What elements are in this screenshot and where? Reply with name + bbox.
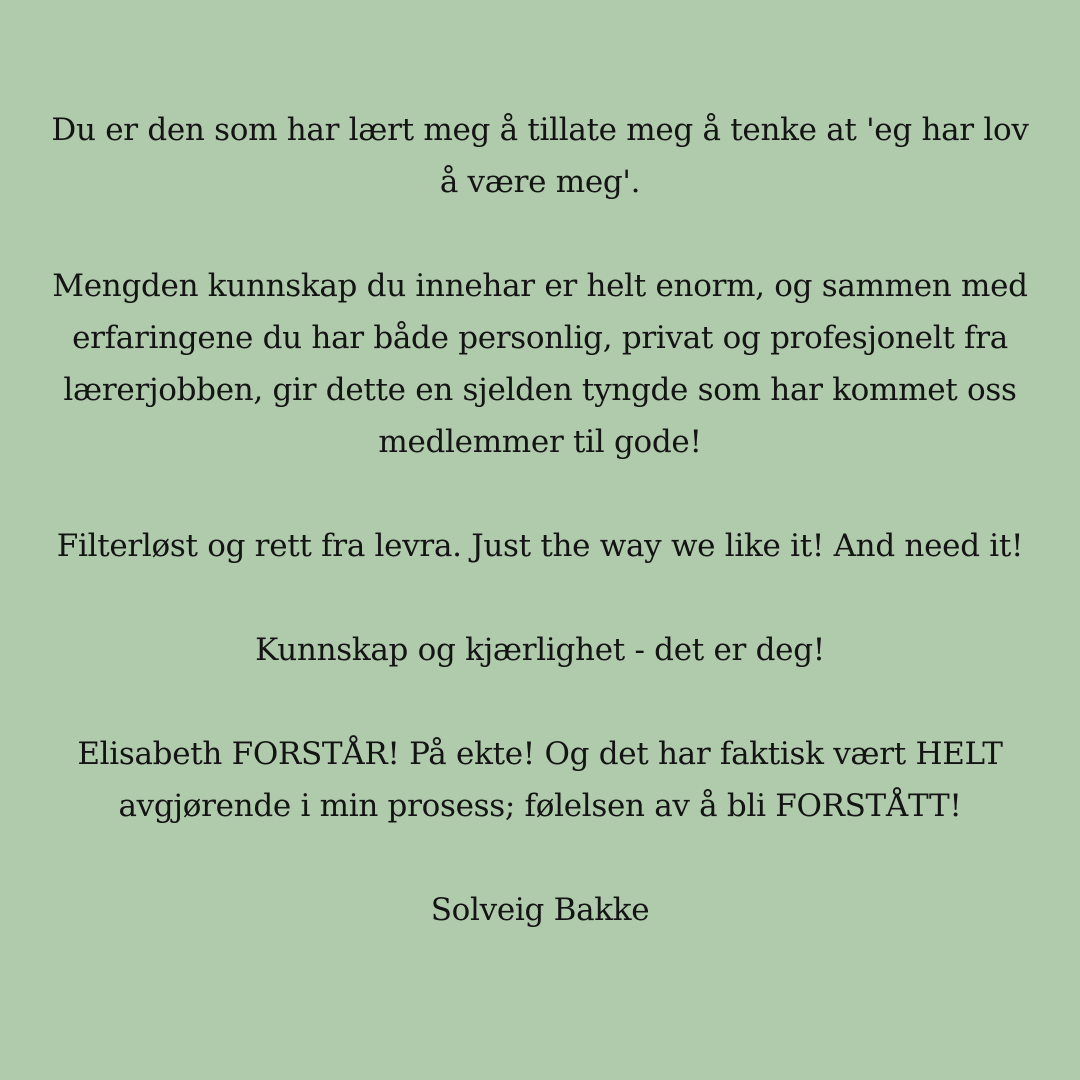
quote-paragraph-4: Kunnskap og kjærlighet - det er deg! <box>255 632 825 668</box>
quote-paragraph-2: Mengden kunnskap du innehar er helt enorm, og sammen med erfaringene du har både personlig, privat og profesjonelt fra lærerjobben, gir dette en sjelden tyngde som har kommet oss medlemmer til gode! <box>52 268 1028 460</box>
quote-paragraph-5: Elisabeth FORSTÅR! På ekte! Og det har faktisk vært HELT avgjørende i min prosess; følelsen av å bli FORSTÅTT! <box>77 736 1003 824</box>
quote-author: Solveig Bakke <box>430 892 650 928</box>
quote-paragraph-3: Filterløst og rett fra levra. Just the way we like it! And need it! <box>56 528 1024 564</box>
testimonial-quote <box>40 104 1040 936</box>
quote-paragraph-1: Du er den som har lært meg å tillate meg å tenke at 'eg har lov å være meg'. <box>51 112 1029 200</box>
